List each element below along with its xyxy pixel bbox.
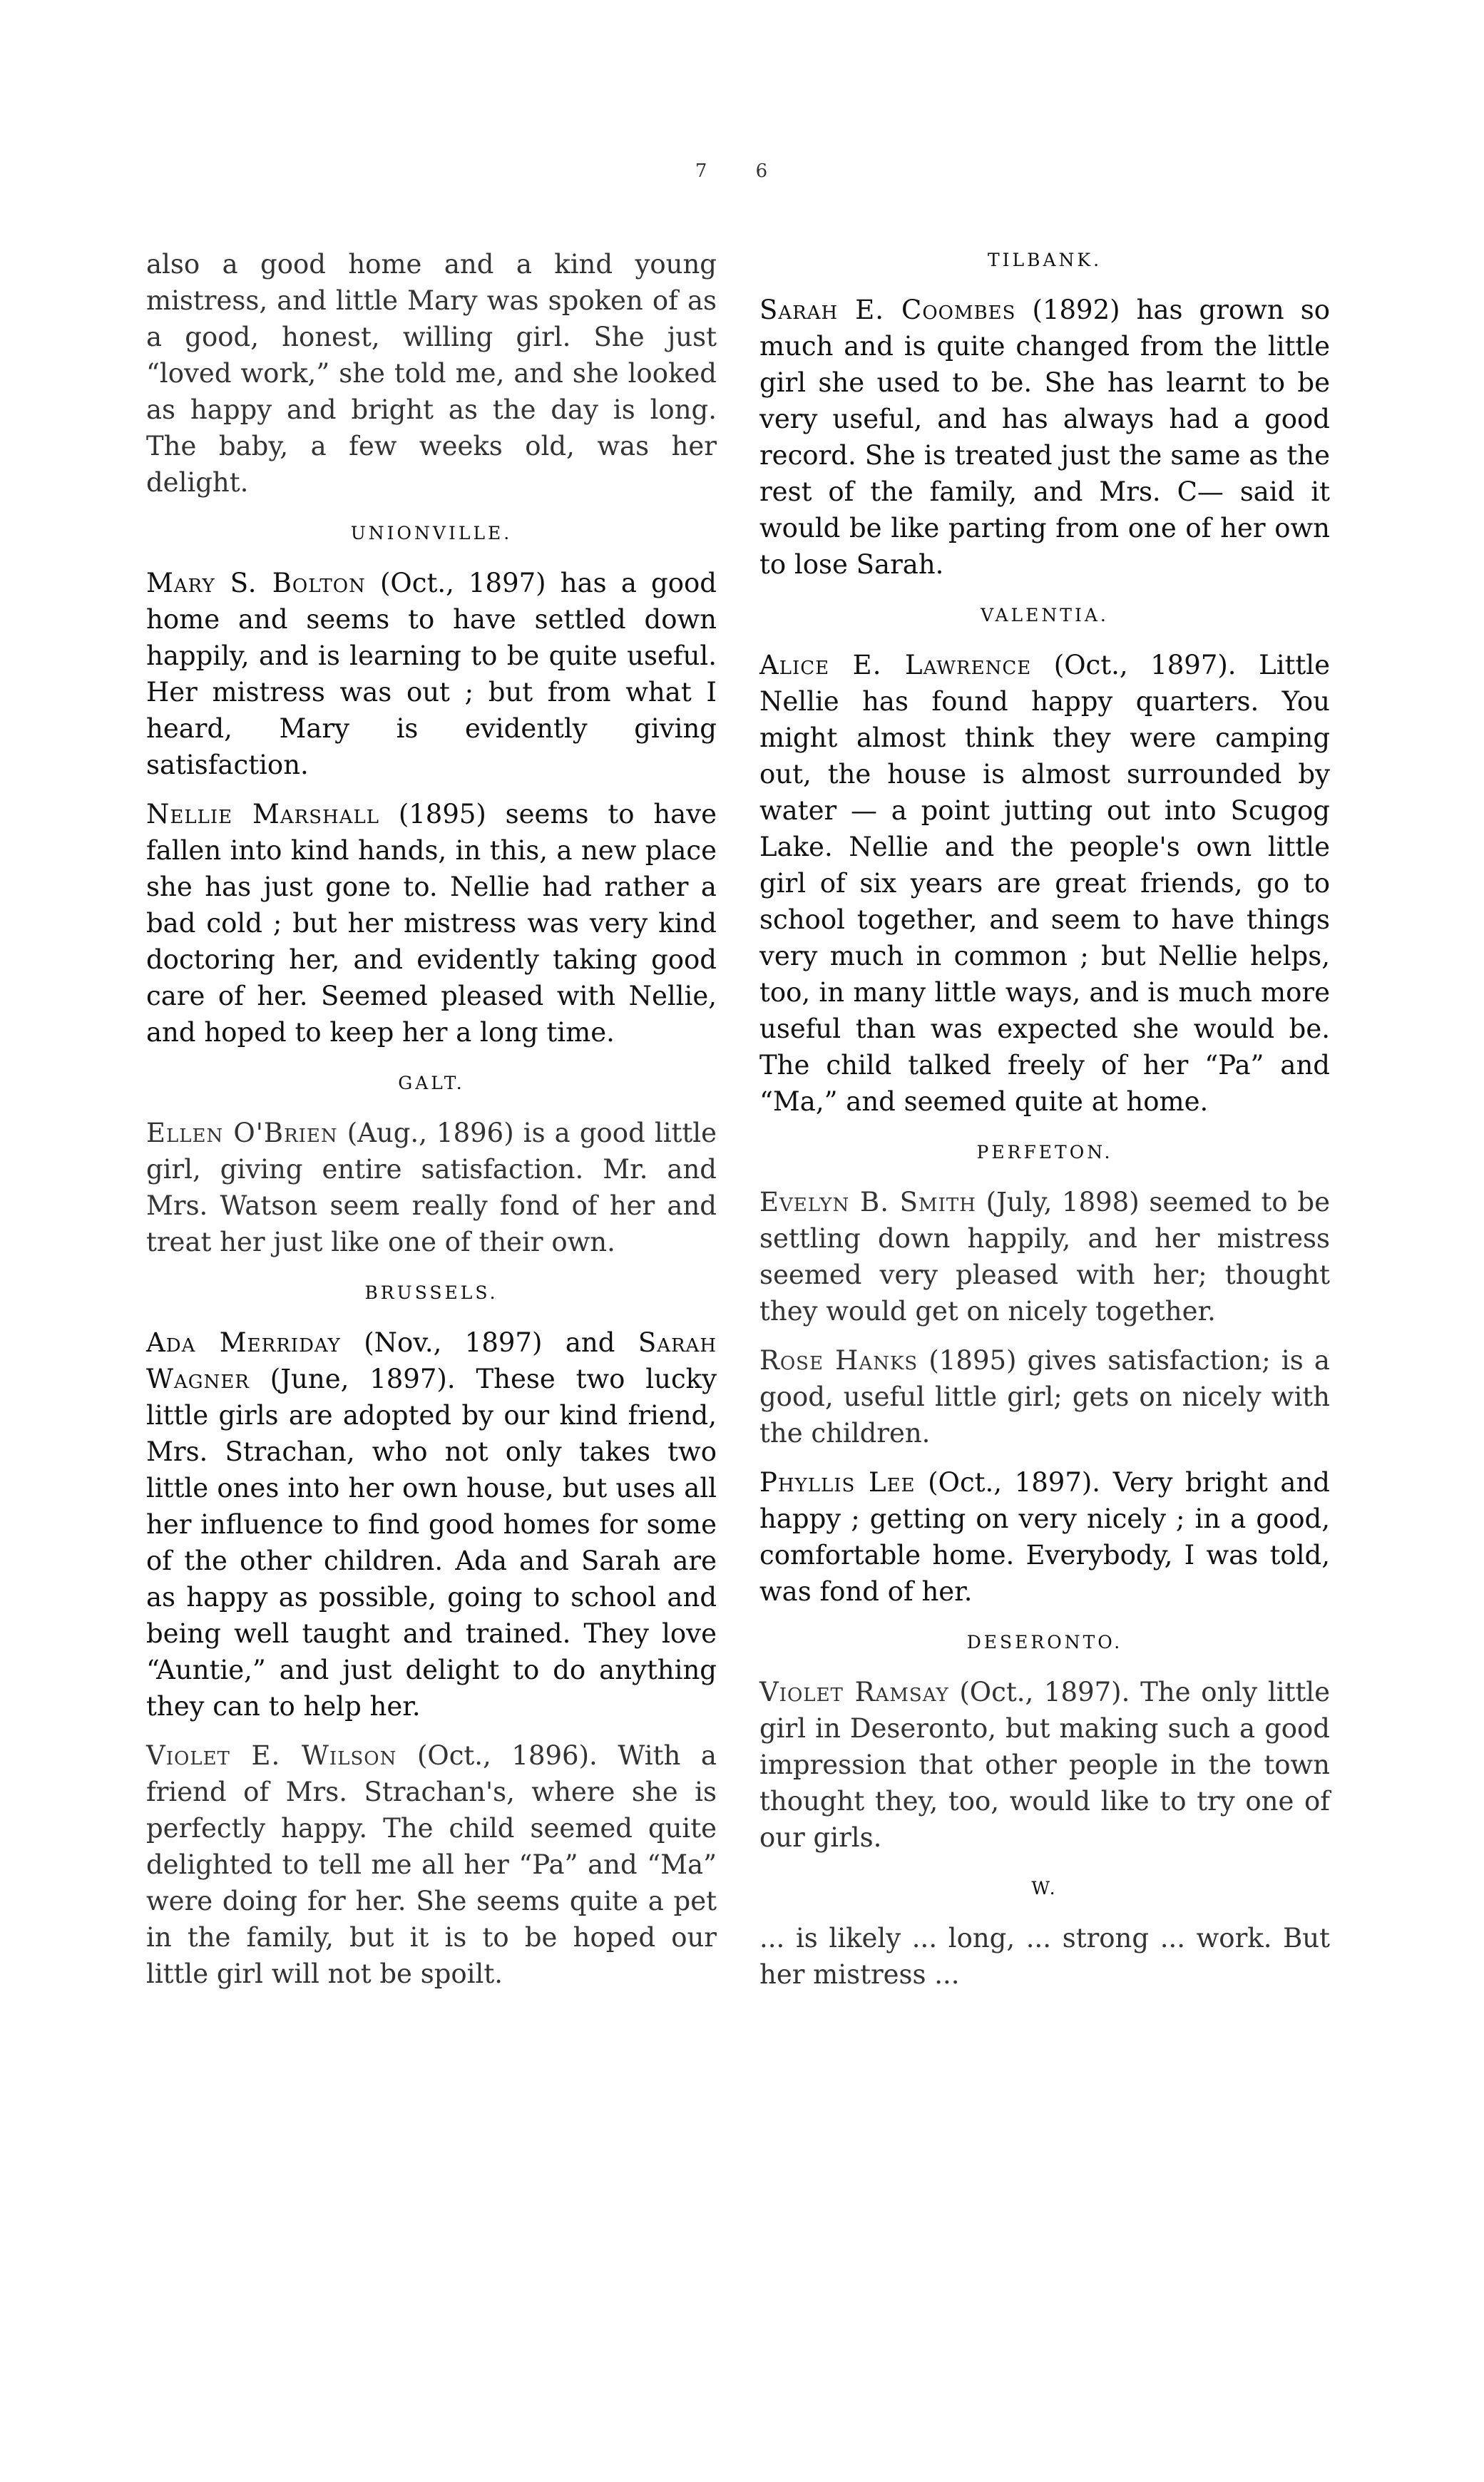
child-name: Violet E. Wilson xyxy=(146,1740,397,1771)
paragraph-text: (Oct., 1897). Very bright and happy ; getting on very nicely ; in a good, comfortable home. Everybody, I was told, was fond of her. xyxy=(759,1467,1330,1607)
paragraph-evelyn-smith xyxy=(759,1184,1330,1329)
paragraph-text: (1895) seems to have fallen into kind hands, in this, a new place she has just gone to. Nellie had rather a bad cold ; but her mistress was very kind doctoring her, and evidently taking good care of her. Seemed pleased with Nellie, and hoped to keep her a long time. xyxy=(146,799,717,1048)
paragraph-ellen-obrien xyxy=(146,1115,717,1260)
paragraph-text: (Oct., 1897). The only little girl in Deseronto, but making such a good impression that other people in the town thought they, too, would like to try one of our girls. xyxy=(759,1677,1330,1853)
paragraph-nellie-marshall xyxy=(146,796,717,1051)
child-name: Sarah E. Coombes xyxy=(759,295,1016,325)
paragraph-text: (Oct., 1896). With a friend of Mrs. Strachan's, where she is perfectly happy. The child seemed quite delighted to tell me all her “Pa” and “Ma” were doing for her. She seems quite a pet in the family, but it is to be hoped our little girl will not be spoilt. xyxy=(146,1740,717,1989)
section-heading-unionville: UNIONVILLE. xyxy=(350,523,513,543)
paragraph-ada-sarah xyxy=(146,1324,717,1725)
child-name: Ellen O'Brien xyxy=(146,1118,338,1148)
section-heading-brussels: BRUSSELS. xyxy=(364,1282,498,1303)
paragraph-mary-bolton xyxy=(146,565,717,783)
child-name: Rose Hanks xyxy=(759,1345,918,1376)
section-heading-faded: W. xyxy=(1031,1878,1058,1899)
paragraph-text: (Nov., 1897) and xyxy=(340,1327,638,1358)
child-name: Mary S. Bolton xyxy=(146,568,366,598)
right-column xyxy=(759,246,1330,2006)
child-name: Evelyn B. Smith xyxy=(759,1187,976,1217)
paragraph-text: (June, 1897). These two lucky little girls are adopted by our kind friend, Mrs. Strachan, who not only takes two little ones into her own house, but uses all her influence to find good homes for some of the other children. Ada and Sarah are as happy as possible, going to school and being well taught and trained. They love “Auntie,” and just delight to do anything they can to help her. xyxy=(146,1364,717,1722)
child-name: Alice E. Lawrence xyxy=(759,650,1032,680)
paragraph-text: (1892) has grown so much and is quite changed from the little girl she used to be. She has learnt to be very useful, and has always had a good record. She is treated just the same as the rest of the family, and Mrs. C— said it would be like parting from one of her own to lose Sarah. xyxy=(759,295,1330,580)
left-column xyxy=(146,246,717,2005)
section-heading-tilbank: TILBANK. xyxy=(987,250,1102,270)
child-name: Ada Merriday xyxy=(146,1327,341,1358)
paragraph-continued: also a good home and a kind young mistress, and little Mary was spoken of as a good, honest, willing girl. She just “loved work,” she told me, and she looked as happy and bright as the day is long. The baby, a few weeks old, was her delight. xyxy=(146,249,717,498)
paragraph-violet-wilson xyxy=(146,1737,717,1992)
child-name: Sarah Wagner xyxy=(146,1327,717,1394)
section-heading-deseronto: DESERONTO. xyxy=(966,1632,1123,1653)
paragraph-text: (1895) gives satisfaction; is a good, useful little girl; gets on nicely with the children. xyxy=(759,1345,1330,1449)
paragraph-text: (July, 1898) seemed to be settling down happily, and her mistress seemed very pleased with her; thought they would get on nicely together. xyxy=(759,1187,1330,1327)
child-name: Nellie Marshall xyxy=(146,799,379,829)
paragraph-text: (Oct., 1897) has a good home and seems to have settled down happily, and is learning to be quite useful. Her mistress was out ; but from what I heard, Mary is evidently giving satisfaction. xyxy=(146,568,717,780)
paragraph-violet-ramsay xyxy=(759,1674,1330,1856)
paragraph-alice-lawrence xyxy=(759,647,1330,1120)
paragraph-text: (Aug., 1896) is a good little girl, giving entire satisfaction. Mr. and Mrs. Watson seem really fond of her and treat her just like one of their own. xyxy=(146,1118,717,1257)
paragraph-rose-hanks xyxy=(759,1342,1330,1451)
page-number: 7 6 xyxy=(695,160,789,182)
paragraph-text: (Oct., 1897). Little Nellie has found happy quarters. You might almost think they were camping out, the house is almost surrounded by water — a point jutting out into Scugog Lake. Nellie and the people's own little girl of six years are great friends, go to school together, and seem to have things very much in common ; but Nellie helps, too, in many little ways, and is much more useful than was expected she would be. The child talked freely of her “Pa” and “Ma,” and seemed quite at home. xyxy=(759,650,1330,1117)
child-name: Phyllis Lee xyxy=(759,1467,916,1498)
child-name: Violet Ramsay xyxy=(759,1677,949,1707)
section-heading-perfeton: PERFETON. xyxy=(976,1142,1113,1163)
section-heading-valentia: VALENTIA. xyxy=(981,605,1109,625)
paragraph-faded: ... is likely ... long, ... strong ... work. But her mistress ... xyxy=(759,1923,1330,1990)
paragraph-phyllis-lee xyxy=(759,1464,1330,1610)
paragraph-sarah-coombes xyxy=(759,292,1330,583)
section-heading-galt: GALT. xyxy=(398,1073,465,1093)
